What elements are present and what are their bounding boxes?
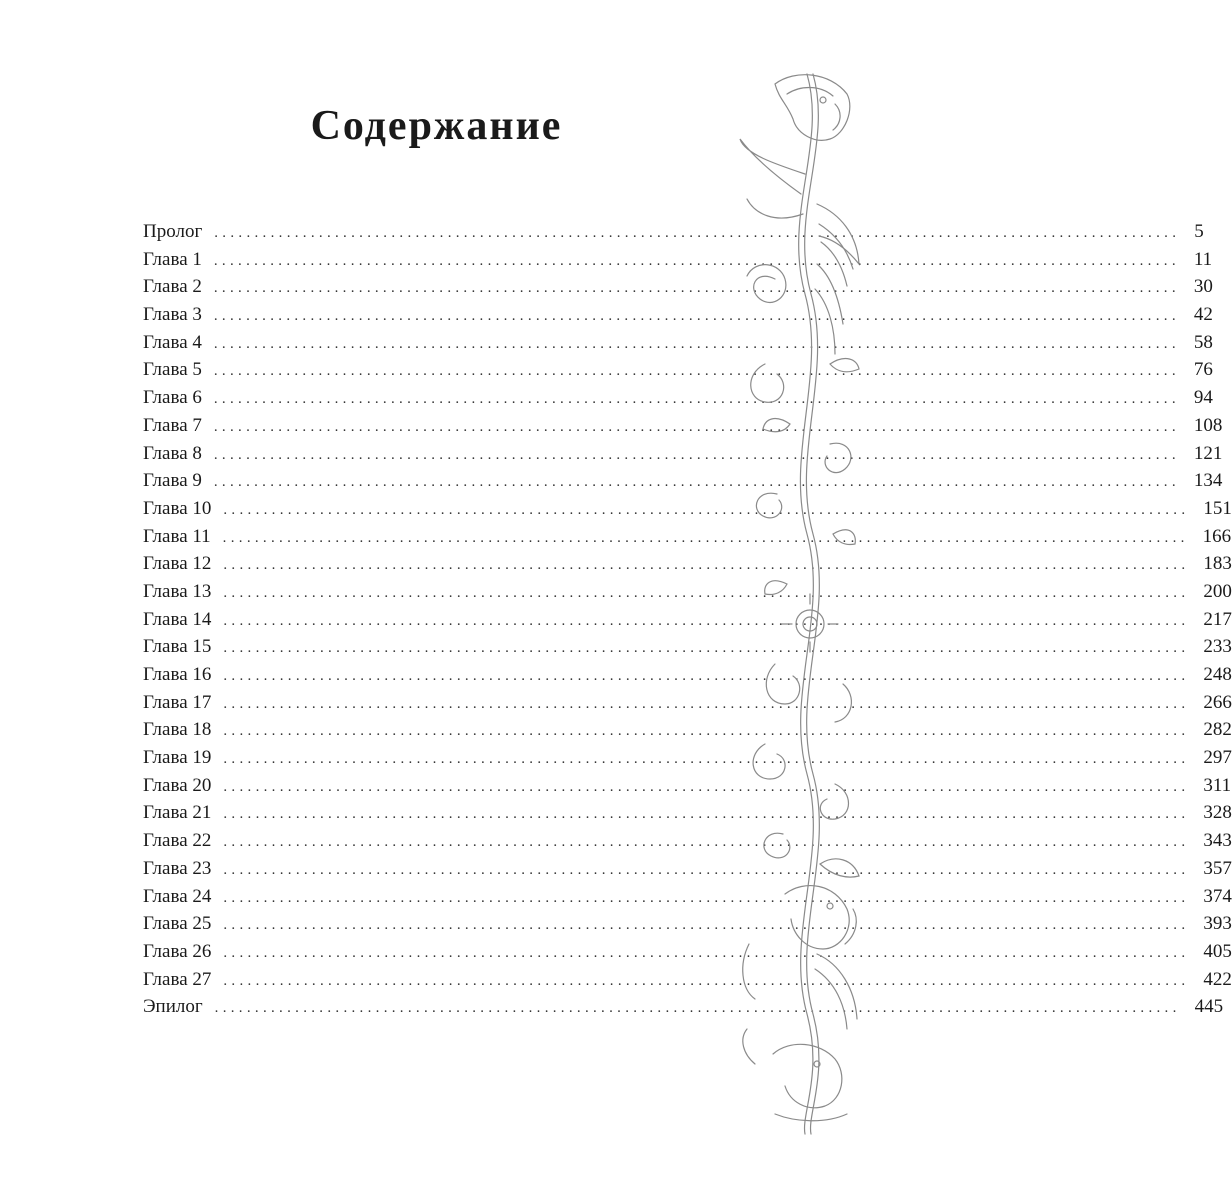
- toc-entry-page: 42: [1193, 304, 1213, 326]
- scroll-icon: [753, 744, 848, 858]
- toc-entry[interactable]: [143, 966, 1232, 994]
- toc-entry[interactable]: [143, 883, 1232, 911]
- toc-entry[interactable]: [143, 523, 1232, 551]
- dot-leader: ........................................................................................................................: [213, 446, 1180, 463]
- dot-leader: ........................................................................................................................: [213, 252, 1180, 269]
- toc-entry-page: 200: [1203, 580, 1232, 602]
- toc-entry[interactable]: [143, 578, 1232, 606]
- toc-entry[interactable]: [143, 744, 1232, 772]
- toc-entry-label: Глава 24: [143, 885, 212, 907]
- toc-entry-label: Глава 16: [143, 664, 212, 685]
- ornament-tendril: [845, 909, 856, 944]
- toc-entry-label: Глава 12: [143, 553, 212, 575]
- toc-entry-label: Глава 23: [143, 857, 212, 879]
- toc-entry-label: Глава 25: [143, 913, 212, 935]
- toc-entry-page: 183: [1203, 553, 1232, 575]
- toc-entry[interactable]: [143, 218, 1204, 246]
- dot-leader: ........................................................................................................................: [213, 308, 1180, 325]
- ornament-tendril: [743, 944, 755, 999]
- toc-entry-page: 282: [1203, 719, 1232, 741]
- toc-entry[interactable]: [143, 273, 1213, 301]
- dot-leader: ........................................................................................................................: [223, 668, 1190, 684]
- toc-entry-label: Глава 22: [143, 830, 212, 852]
- toc-entry[interactable]: [143, 246, 1213, 274]
- toc-entry-page: 217: [1203, 608, 1232, 630]
- toc-entry-label: Глава 21: [143, 802, 212, 824]
- toc-entry-label: Глава 15: [143, 636, 212, 658]
- toc-entry-label: Глава 2: [143, 276, 202, 298]
- dot-leader: ........................................................................................................................: [223, 806, 1190, 823]
- toc-entry[interactable]: [143, 633, 1232, 661]
- toc-entry-label: Глава 20: [143, 774, 212, 796]
- toc-entry-label: Эпилог: [143, 996, 203, 1018]
- toc-entry-page: 94: [1193, 387, 1213, 409]
- dot-leader: ........................................................................................................................: [223, 889, 1190, 906]
- toc-entry-page: 343: [1203, 830, 1232, 852]
- toc-entry-page: 311: [1203, 774, 1232, 796]
- toc-entry[interactable]: [143, 661, 1232, 689]
- griffin-icon: [785, 859, 859, 1029]
- toc-entry[interactable]: [143, 799, 1232, 827]
- decorative-border-ornament: [735, 64, 860, 1139]
- toc-entry-page: 248: [1203, 664, 1232, 685]
- toc-entry-label: Глава 9: [143, 470, 202, 492]
- flower-icon: [766, 594, 851, 722]
- dot-leader: ........................................................................................................................: [214, 225, 1181, 241]
- toc-entry-label: Глава 13: [143, 580, 212, 602]
- toc-entry[interactable]: [143, 938, 1232, 966]
- dot-leader: ........................................................................................................................: [223, 584, 1190, 601]
- dot-leader: ........................................................................................................................: [223, 972, 1190, 989]
- toc-entry-page: 166: [1202, 525, 1232, 547]
- toc-entry[interactable]: [143, 412, 1223, 440]
- toc-entry-label: Глава 14: [143, 608, 212, 630]
- toc-entry[interactable]: [143, 301, 1213, 329]
- dot-leader: ........................................................................................................................: [223, 917, 1190, 934]
- toc-entry-label: Глава 18: [143, 719, 212, 741]
- toc-entry-label: Глава 4: [143, 331, 202, 353]
- dot-leader: ........................................................................................................................: [223, 501, 1190, 518]
- toc-entry-label: Глава 7: [143, 414, 202, 436]
- toc-entry[interactable]: [143, 993, 1224, 1021]
- ornament-stem: [799, 74, 814, 1134]
- toc-entry[interactable]: [143, 716, 1232, 744]
- page-title: Содержание: [310, 103, 563, 149]
- dot-leader: ........................................................................................................................: [223, 640, 1190, 657]
- scroll-icon: [747, 265, 851, 518]
- toc-entry[interactable]: [143, 495, 1232, 523]
- dot-leader: ........................................................................................................................: [214, 1000, 1181, 1017]
- toc-entry-page: 328: [1203, 802, 1232, 824]
- toc-entry-page: 405: [1203, 940, 1232, 962]
- dot-leader: ........................................................................................................................: [223, 695, 1190, 712]
- toc-entry-page: 422: [1203, 968, 1232, 990]
- toc-entry-page: 445: [1194, 996, 1224, 1018]
- griffin-icon: [743, 1029, 847, 1121]
- dot-leader: ........................................................................................................................: [213, 363, 1180, 380]
- dot-leader: ........................................................................................................................: [213, 391, 1180, 408]
- dot-leader: ........................................................................................................................: [222, 529, 1189, 546]
- toc-entry-page: 357: [1203, 857, 1232, 879]
- toc-entry-page: 11: [1193, 248, 1213, 270]
- dot-leader: ........................................................................................................................: [223, 861, 1190, 878]
- dot-leader: ........................................................................................................................: [213, 418, 1180, 435]
- toc-entry-label: Глава 5: [143, 359, 202, 381]
- toc-entry-page: 393: [1203, 913, 1232, 935]
- leaf-icon: [763, 359, 859, 595]
- toc-entry[interactable]: [143, 689, 1232, 717]
- dot-leader: ........................................................................................................................: [223, 944, 1190, 961]
- toc-entry[interactable]: [143, 910, 1232, 938]
- toc-entry-page: 76: [1193, 359, 1213, 381]
- toc-entry[interactable]: [143, 329, 1213, 357]
- toc-entry[interactable]: [143, 855, 1232, 883]
- toc-entry[interactable]: [143, 772, 1232, 800]
- toc-entry-page: 233: [1203, 636, 1232, 658]
- ornament-tendril: [747, 199, 803, 218]
- toc-entry[interactable]: [143, 467, 1223, 495]
- toc-entry-page: 374: [1203, 885, 1232, 907]
- toc-entry-page: 108: [1193, 414, 1223, 436]
- toc-entry-label: Глава 10: [143, 497, 212, 519]
- dot-leader: ........................................................................................................................: [223, 834, 1190, 851]
- dot-leader: ........................................................................................................................: [223, 723, 1190, 740]
- dot-leader: ........................................................................................................................: [223, 557, 1190, 574]
- toc-entry[interactable]: [143, 606, 1232, 634]
- dot-leader: ........................................................................................................................: [213, 335, 1180, 352]
- toc-entry[interactable]: [143, 550, 1232, 578]
- toc-entry-page: 134: [1193, 470, 1223, 492]
- toc-entry-label: Пролог: [143, 221, 203, 242]
- dot-leader: ........................................................................................................................: [213, 280, 1180, 297]
- toc-entry-label: Глава 3: [143, 304, 202, 326]
- toc-entry-label: Глава 1: [143, 248, 202, 270]
- dot-leader: ........................................................................................................................: [223, 778, 1190, 795]
- toc-entry-page: 266: [1203, 691, 1232, 713]
- dot-leader: ........................................................................................................................: [223, 612, 1190, 629]
- toc-entry-label: Глава 8: [143, 442, 202, 464]
- toc-entry[interactable]: [143, 440, 1223, 468]
- dot-leader: ........................................................................................................................: [223, 751, 1190, 768]
- dot-leader: ........................................................................................................................: [213, 474, 1180, 491]
- toc-entry-label: Глава 6: [143, 387, 202, 409]
- toc-entry-page: 121: [1193, 442, 1223, 464]
- toc-entry-page: 30: [1193, 276, 1213, 298]
- table-of-contents: [143, 218, 1232, 1021]
- ornament-tendril: [740, 139, 805, 194]
- toc-entry-page: 151: [1203, 497, 1232, 519]
- toc-entry-page: 58: [1193, 331, 1213, 353]
- ornament-stem: [805, 74, 820, 1134]
- toc-entry-label: Глава 26: [143, 940, 212, 962]
- toc-entry-label: Глава 17: [143, 691, 212, 713]
- toc-entry-label: Глава 27: [143, 968, 212, 990]
- wing-icon: [815, 204, 859, 354]
- toc-entry-label: Глава 11: [143, 525, 211, 547]
- toc-entry[interactable]: [143, 827, 1232, 855]
- toc-entry-page: 5: [1194, 221, 1204, 242]
- toc-entry[interactable]: [143, 356, 1213, 384]
- toc-entry-page: 297: [1203, 747, 1232, 769]
- toc-entry[interactable]: [143, 384, 1213, 412]
- toc-entry-label: Глава 19: [143, 747, 212, 769]
